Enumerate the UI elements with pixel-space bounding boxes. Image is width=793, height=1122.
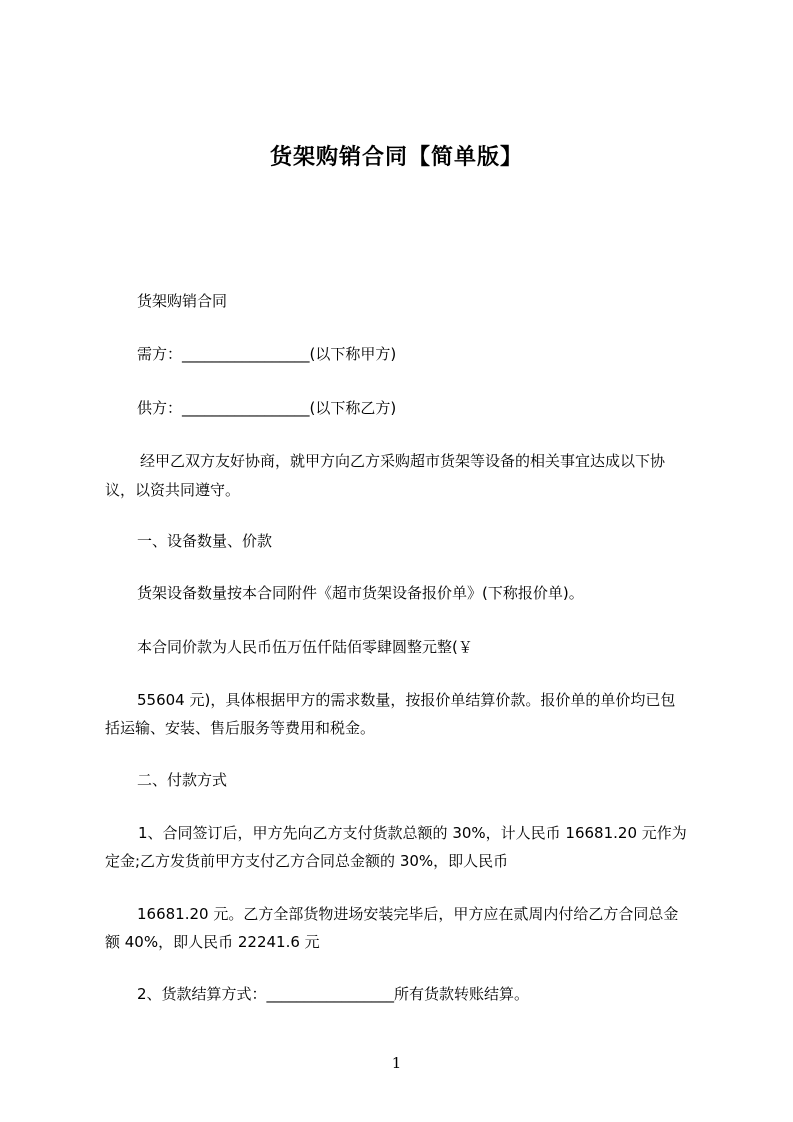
section-1-paragraph-3-line-2: 括运输、安装、售后服务等费用和税金。 — [105, 719, 376, 737]
section-2-paragraph-2-line-2: 额 40%，即人民币 22241.6 元 — [105, 933, 320, 951]
section-1-heading: 一、设备数量、价款 — [137, 532, 273, 550]
party-b-line: 供方：_________________(以下称乙方) — [137, 399, 397, 417]
section-1-paragraph-2: 本合同价款为人民币伍万伍仟陆佰零肆圆整元整(￥ — [137, 638, 473, 656]
contract-subtitle: 货架购销合同 — [137, 292, 228, 310]
intro-paragraph-line-2: 议，以资共同遵守。 — [105, 481, 241, 499]
section-2-paragraph-2-line-1: 16681.20 元。乙方全部货物进场安装完毕后，甲方应在贰周内付给乙方合同总金 — [137, 905, 679, 923]
section-1-paragraph-1: 货架设备数量按本合同附件《超市货架设备报价单》(下称报价单)。 — [137, 584, 584, 602]
document-title: 货架购销合同【简单版】 — [269, 145, 523, 170]
section-2-paragraph-1-line-2: 定金;乙方发货前甲方支付乙方合同总金额的 30%，即人民币 — [105, 852, 509, 870]
section-1-paragraph-3-line-1: 55604 元)，具体根据甲方的需求数量，按报价单结算价款。报价单的单价均已包 — [137, 691, 676, 709]
section-2-paragraph-1-line-1: 1、合同签订后，甲方先向乙方支付货款总额的 30%，计人民币 16681.20 元作为 — [138, 824, 687, 842]
page-number: 1 — [391, 1054, 402, 1072]
section-2-paragraph-3: 2、货款结算方式：_________________所有货款转账结算。 — [137, 985, 530, 1003]
intro-paragraph-line-1: 经甲乙双方友好协商，就甲方向乙方采购超市货架等设备的相关事宜达成以下协 — [140, 452, 666, 470]
section-2-heading: 二、付款方式 — [137, 771, 228, 789]
party-a-line: 需方：_________________(以下称甲方) — [137, 345, 397, 363]
